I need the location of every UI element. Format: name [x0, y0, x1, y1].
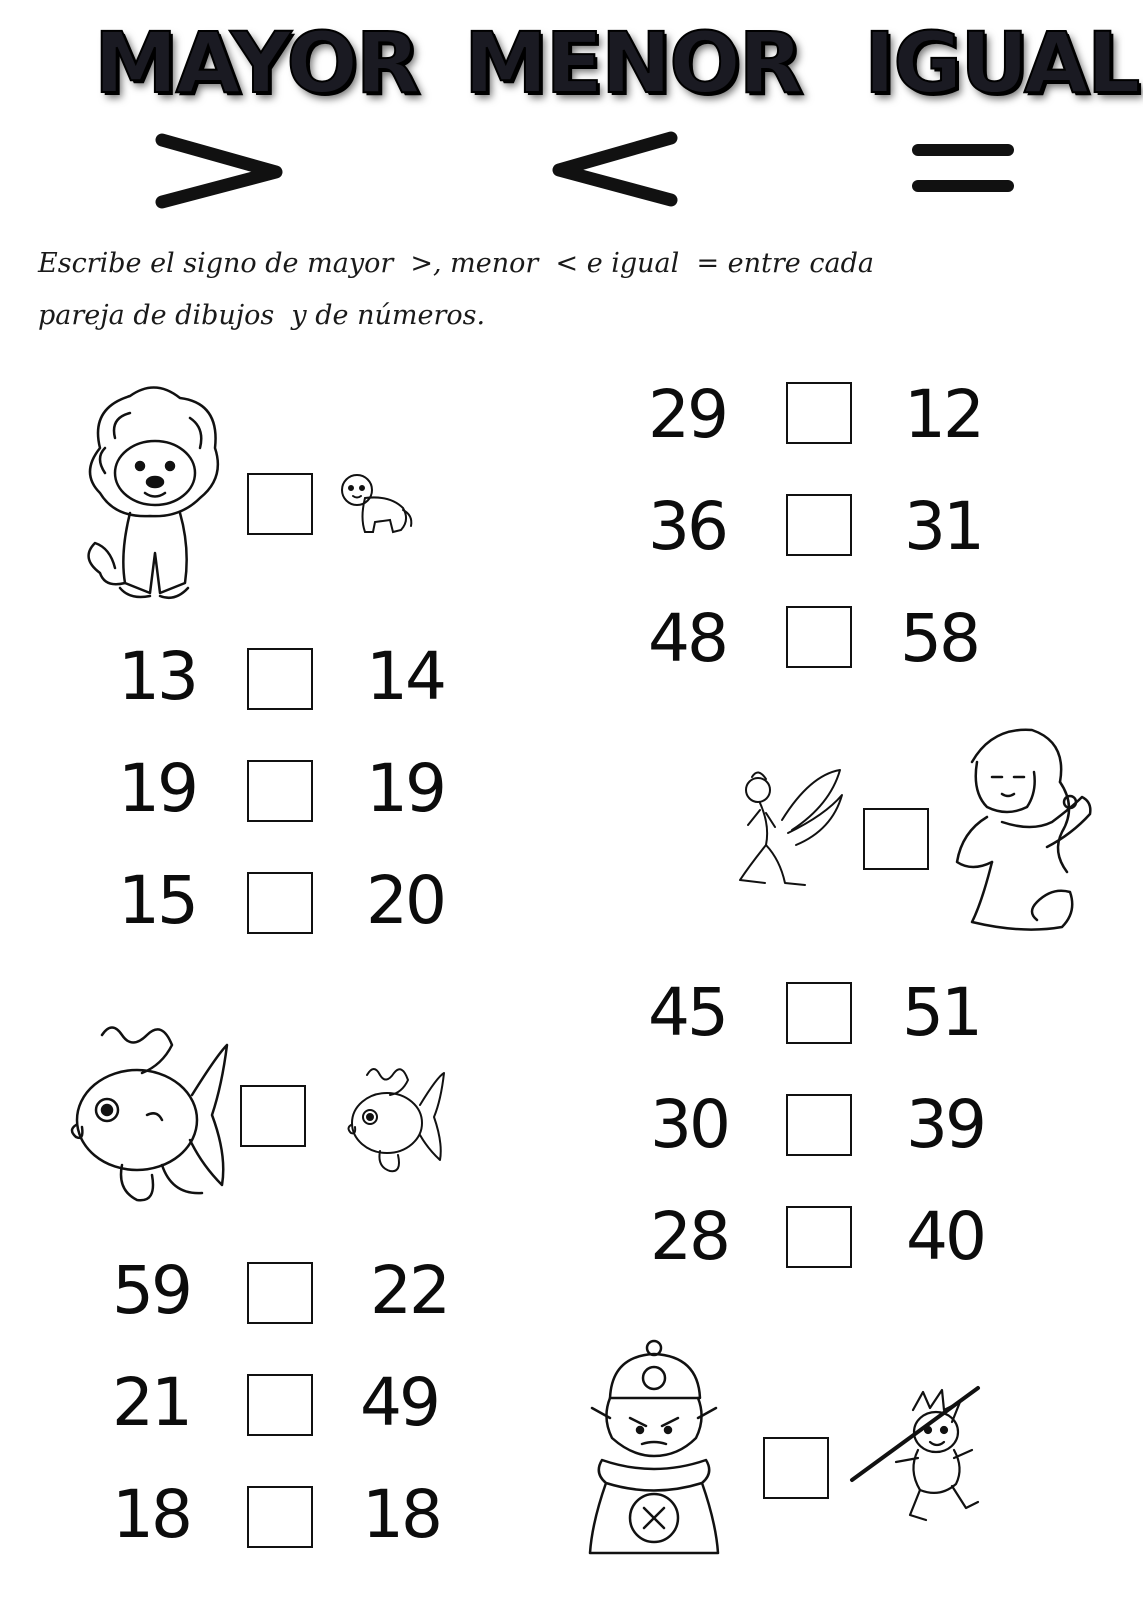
number-left: 21 [112, 1364, 190, 1441]
number-right: 40 [906, 1198, 984, 1275]
answer-box[interactable] [786, 494, 852, 556]
answer-box[interactable] [786, 982, 852, 1044]
number-right: 51 [902, 974, 980, 1051]
fish-large-icon [62, 1015, 232, 1210]
number-right: 49 [360, 1364, 438, 1441]
answer-box[interactable] [786, 1206, 852, 1268]
number-right: 22 [370, 1252, 448, 1329]
number-right: 18 [362, 1476, 440, 1553]
answer-box[interactable] [240, 1085, 306, 1147]
number-left: 29 [648, 376, 726, 453]
number-right: 20 [366, 862, 444, 939]
fish-small-icon [342, 1055, 447, 1175]
heading-mayor: MAYOR [94, 14, 419, 112]
heading-igual: IGUAL [864, 14, 1139, 112]
answer-box[interactable] [247, 648, 313, 710]
instruction-line-1: Escribe el signo de mayor >, menor < e igual = entre cada [38, 248, 874, 279]
fairy-small-icon [730, 765, 845, 895]
answer-box[interactable] [247, 1374, 313, 1436]
number-left: 28 [650, 1198, 728, 1275]
answer-box[interactable] [247, 473, 313, 535]
answer-box[interactable] [763, 1437, 829, 1499]
answer-box[interactable] [247, 872, 313, 934]
lion-cub-small-icon [335, 470, 415, 540]
number-left: 48 [648, 600, 726, 677]
instruction-line-2: pareja de dibujos y de números. [38, 300, 486, 331]
answer-box[interactable] [786, 382, 852, 444]
answer-box[interactable] [247, 760, 313, 822]
number-left: 13 [118, 638, 196, 715]
number-left: 15 [118, 862, 196, 939]
old-master-large-icon [582, 1338, 727, 1563]
number-left: 30 [650, 1086, 728, 1163]
lion-large-icon [60, 378, 230, 608]
princess-large-icon [942, 722, 1097, 937]
number-left: 18 [112, 1476, 190, 1553]
answer-box[interactable] [863, 808, 929, 870]
answer-box[interactable] [247, 1486, 313, 1548]
answer-box[interactable] [247, 1262, 313, 1324]
answer-box[interactable] [786, 1094, 852, 1156]
number-right: 12 [904, 376, 982, 453]
boy-with-staff-small-icon [848, 1380, 988, 1540]
number-left: 36 [648, 488, 726, 565]
equals-icon [908, 138, 1018, 198]
answer-box[interactable] [786, 606, 852, 668]
less-than-icon [545, 128, 685, 208]
number-left: 59 [112, 1252, 190, 1329]
heading-menor: MENOR [464, 14, 802, 112]
number-left: 45 [648, 974, 726, 1051]
number-right: 14 [366, 638, 444, 715]
number-right: 19 [366, 750, 444, 827]
greater-than-icon [150, 130, 290, 210]
number-right: 39 [906, 1086, 984, 1163]
number-right: 31 [904, 488, 982, 565]
number-left: 19 [118, 750, 196, 827]
number-right: 58 [900, 600, 978, 677]
